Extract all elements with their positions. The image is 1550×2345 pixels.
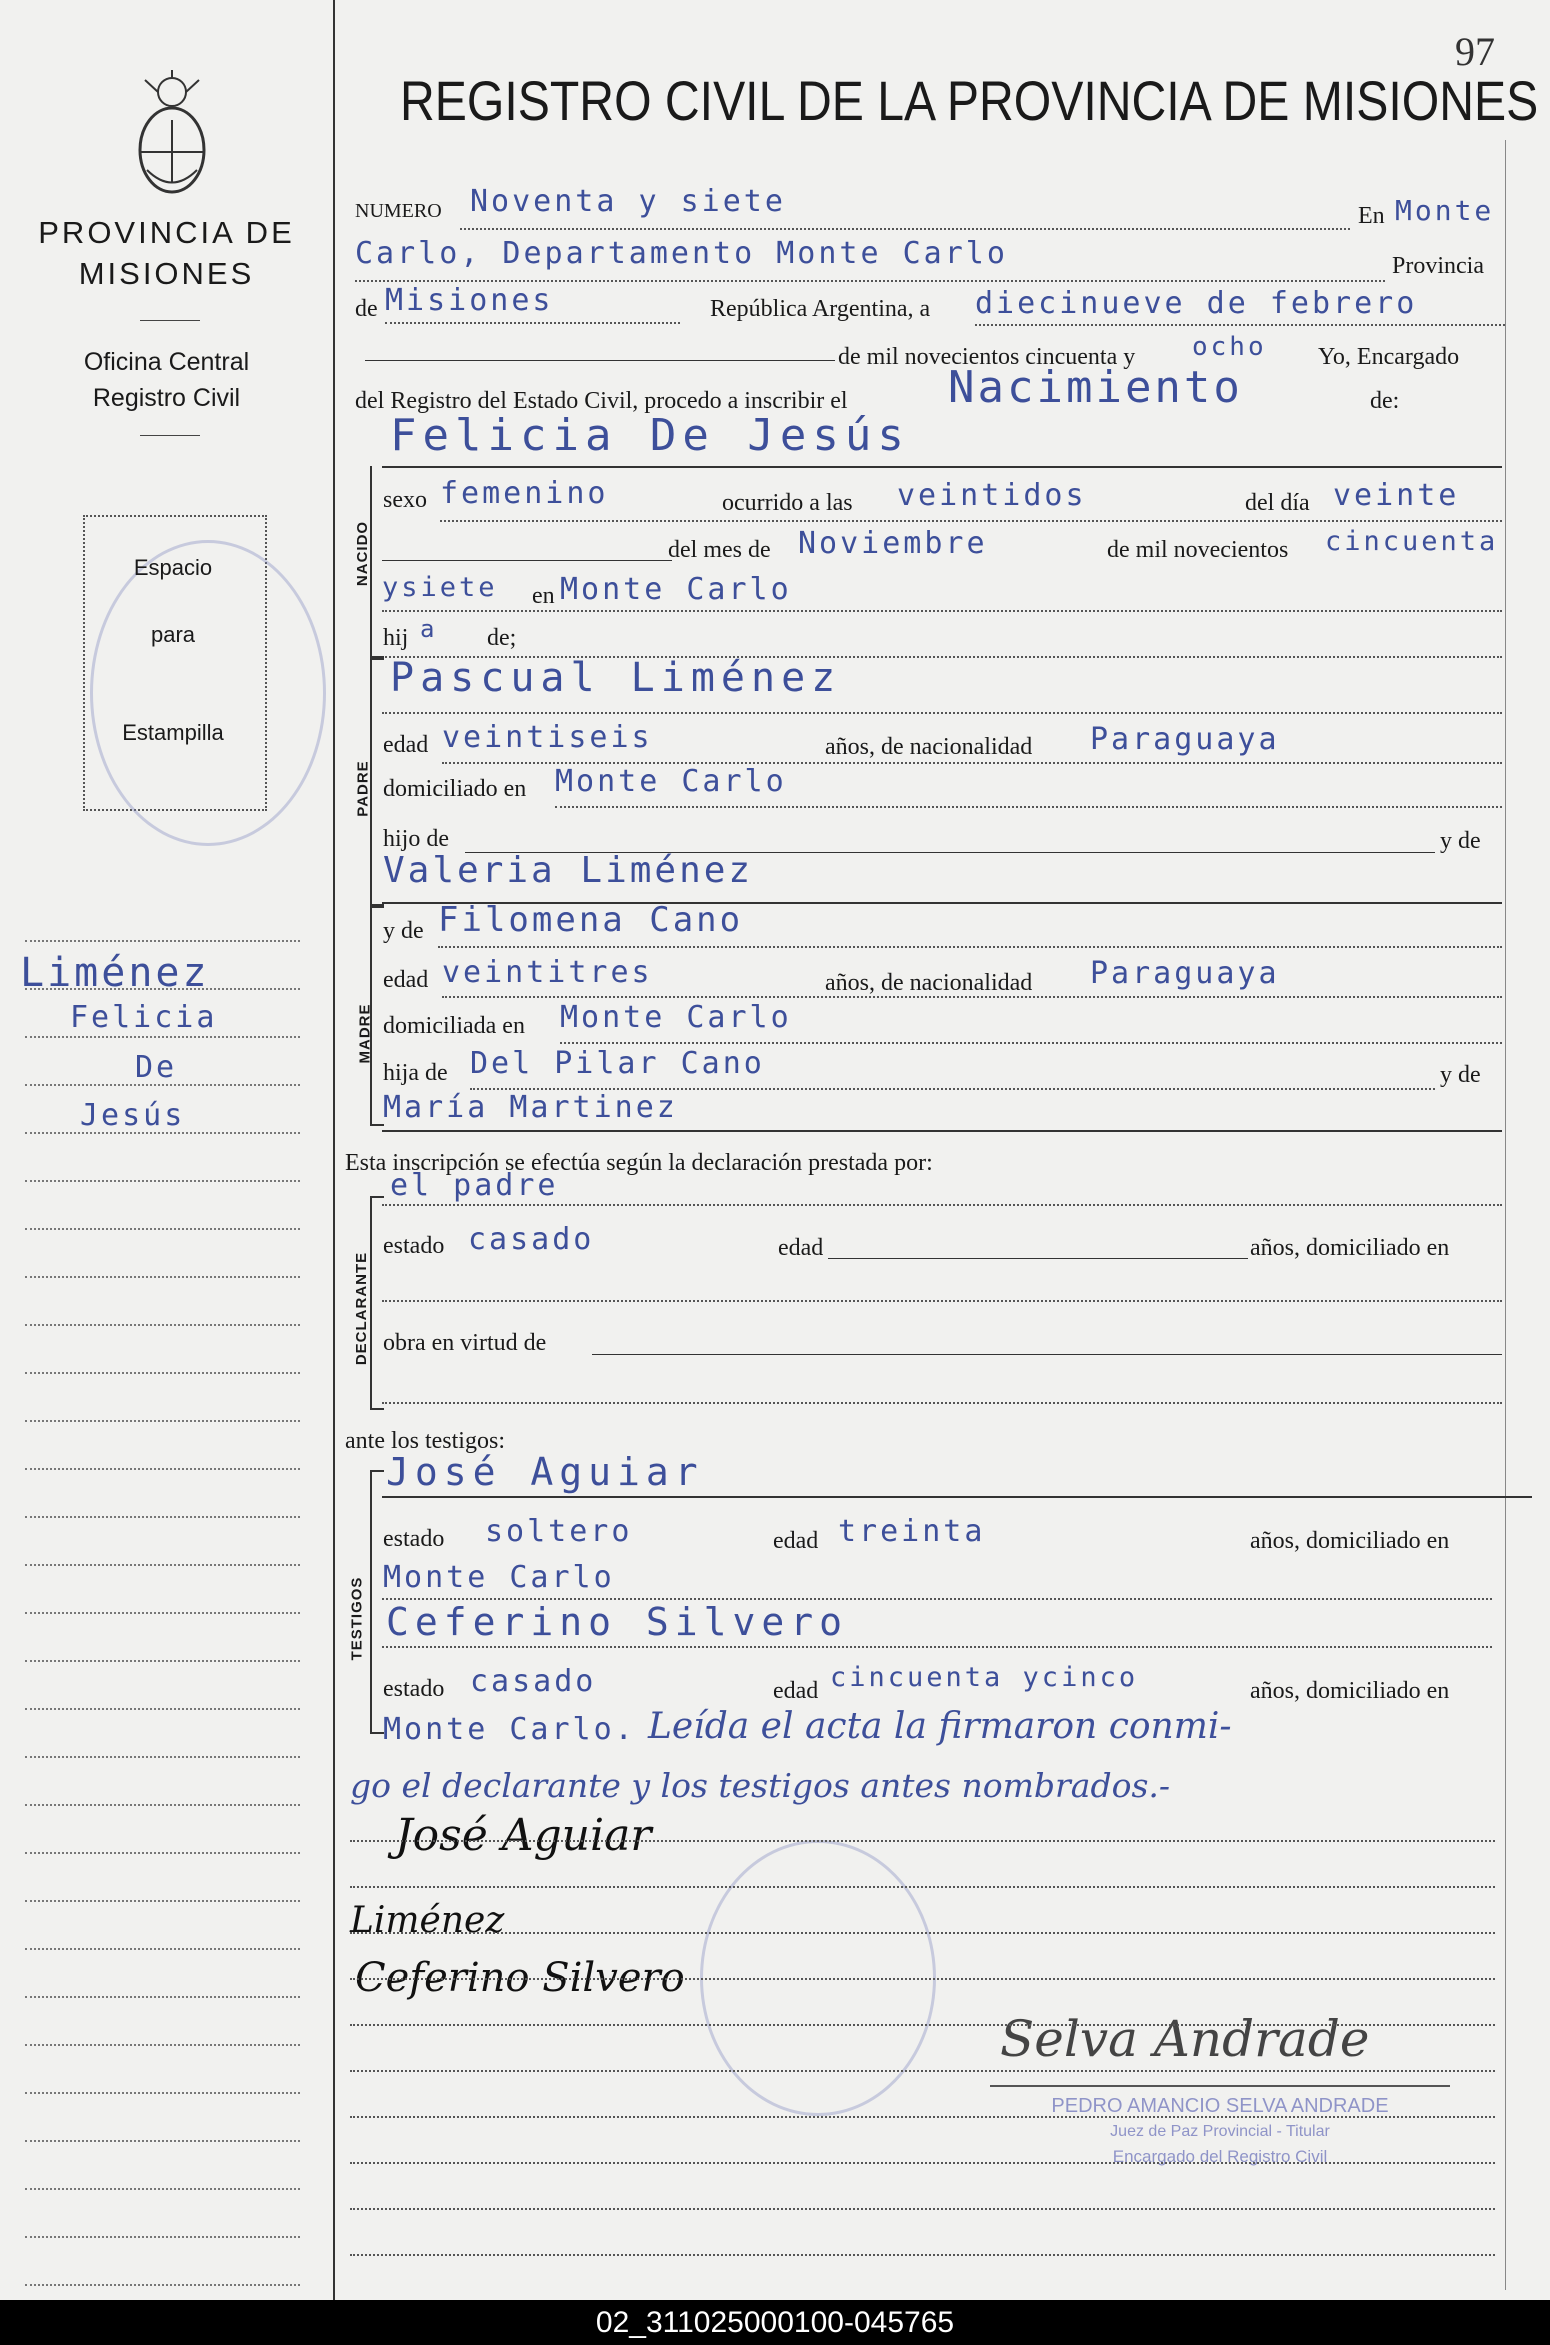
testigos-label: ante los testigos: [345,1428,505,1454]
madre-domicilio: Monte Carlo [560,1000,792,1035]
lugar-line [382,610,1502,612]
date-line [975,324,1505,326]
padre-name-line [382,712,1502,714]
anio-value: cincuenta [1325,526,1499,557]
testigo1-domicilio: Monte Carlo [383,1560,615,1595]
madre-dom-line [560,1042,1502,1044]
officer-signature: Selva Andrade [1000,2010,1370,2068]
obra-label: obra en virtud de [383,1330,547,1356]
madre-name-line [438,946,1502,948]
sidebar-ruled-line [25,2284,300,2286]
hora-value: veintidos [897,478,1087,513]
right-margin-line [1505,140,1506,2290]
republica-label: República Argentina, a [710,296,931,322]
sidebar-ruled-line [25,1948,300,1950]
en2-label: en [532,583,555,609]
sidebar-ruled-line [25,1036,300,1038]
sidebar-ruled-line [25,1900,300,1902]
t1-anios-label: años, domiciliado en [1250,1528,1450,1554]
t2-anios-label: años, domiciliado en [1250,1678,1450,1704]
decl-edad-line [828,1258,1248,1259]
testigo1-name-line [382,1496,1532,1498]
sidebar-ruled-line [25,1180,300,1182]
sidebar-ruled-line [25,1852,300,1854]
sidebar-ruled-line [25,1468,300,1470]
footer-id: 02_311025000100-045765 [0,2300,1550,2345]
section-nacido: NACIDO [354,520,372,587]
main-ruled-line [350,2162,1495,2164]
office-line2: Registro Civil [92,384,241,412]
declarante-bracket [370,1196,384,1410]
section-testigos: TESTIGOS [348,1576,366,1661]
sidebar-ruled-line [25,2140,300,2142]
padre-dom-label: domiciliado en [383,776,527,802]
madre-dom-label: domiciliada en [383,1013,525,1039]
main-ruled-line [350,1840,1495,1842]
section-padre: PADRE [354,760,372,817]
t2-name-line [382,1646,1492,1648]
testigos-bracket [370,1470,384,1734]
sidebar-ruled-line [25,1564,300,1566]
sidebar-ruled-line [25,1612,300,1614]
signature-testigo2: Ceferino Silvero [355,1955,685,2001]
padre-name: Pascual Liménez [390,655,842,701]
ocurrido-label: ocurrido a las [722,490,853,516]
numero-label: NUMERO [355,200,442,222]
dia-label: del día [1245,490,1310,516]
hijo-suffix: a [420,615,438,643]
sidebar-ruled-line [25,940,300,942]
registry-stamp-icon [90,540,326,846]
testigo1-edad: treinta [838,1514,986,1549]
madre-y-de-label: y de [383,918,424,944]
section-declarante: DECLARANTE [353,1251,371,1366]
child-name: Felicia De Jesús [390,410,910,461]
main-ruled-line [350,2116,1495,2118]
sidebar-ruled-line [25,1708,300,1710]
provincia-label: Provincia [1392,253,1484,279]
sidebar-ruled-line [25,1996,300,1998]
margin-name-3: De [135,1050,178,1085]
obra-line-2 [382,1402,1502,1404]
decl-estado: casado [468,1222,595,1257]
sexo-label: sexo [383,487,427,513]
column-divider [333,0,335,2300]
padre-madre: Valeria Liménez [383,850,754,891]
office-line1: Oficina Central [83,348,250,376]
padre-edad-label: edad [383,732,429,758]
acto-value: Nacimiento [948,362,1243,413]
madre-edad-line [442,996,1502,998]
numero-line [460,228,1350,230]
decl-edad-label: edad [778,1235,824,1261]
signature-declarante: Liménez [350,1900,505,1941]
name-line [382,466,1502,468]
declarante-line [382,1204,1502,1206]
padre-anios-label: años, de nacionalidad [825,734,1033,760]
date-cont-line [365,360,835,361]
madre-nacionalidad: Paraguaya [1090,956,1280,991]
sidebar-ruled-line [25,1132,300,1134]
dia-value: veinte [1333,478,1460,513]
decl-dom-line [382,1300,1502,1302]
province-heading-line1: PROVINCIA DE [38,215,295,250]
padre-edad: veintiseis [442,720,653,755]
testigo2-estado: casado [470,1664,597,1699]
main-ruled-line [350,2208,1495,2210]
decl-estado-label: estado [383,1233,445,1259]
sidebar-ruled-line [25,2236,300,2238]
signature-testigo1: José Aguiar [395,1810,652,1861]
sidebar-ruled-line [25,2092,300,2094]
provincia-value: Misiones [385,283,554,318]
madre-end-line [382,1130,1502,1132]
de-label: de [355,296,378,322]
margin-name-4: Jesús [80,1098,186,1133]
padre-nacionalidad: Paraguaya [1090,722,1280,757]
page-number: 97 [1455,29,1495,74]
sexo-value: femenino [440,476,609,511]
en-value: Monte [1395,194,1495,227]
madre-name: Filomena Cano [438,900,744,940]
main-ruled-line [350,2070,1495,2072]
t2-estado-label: estado [383,1676,445,1702]
mil2-label: de mil novecientos [1107,537,1289,563]
hijo-label: hij [383,625,409,651]
section-madre: MADRE [356,1003,374,1064]
main-ruled-line [350,1978,1495,1980]
testigo2-domicilio: Monte Carlo. [383,1712,636,1747]
numero-value: Noventa y siete [470,184,786,219]
sexo-line [440,520,1502,522]
hijo-de-label: de; [487,625,517,651]
officer-signature-line [990,2085,1450,2087]
declaracion-label: Esta inscripción se efectúa según la declaración prestada por: [345,1150,933,1176]
sidebar-ruled-line [25,1660,300,1662]
padre-dom-line [555,806,1502,808]
madre-madre: María Martinez [383,1090,678,1125]
anio-continuation: ysiete [382,572,498,603]
margin-surname: Liménez [20,950,210,996]
officer-stamp-line2: Juez de Paz Provincial - Titular [1110,2123,1330,2140]
t1-edad-label: edad [773,1528,819,1554]
sidebar-rule-2 [140,435,200,436]
madre-padre: Del Pilar Cano [470,1046,765,1081]
de2-label: de: [1370,388,1400,414]
sidebar-ruled-line [25,1420,300,1422]
main-ruled-line [350,1886,1495,1888]
yo-label: Yo, Encargado [1318,344,1460,370]
testigo2-edad: cincuenta ycinco [830,1662,1139,1693]
place-continuation: Carlo, Departamento Monte Carlo [355,236,1008,271]
main-ruled-line [350,2254,1495,2256]
declarante-value: el padre [390,1168,559,1203]
t2-edad-label: edad [773,1678,819,1704]
padre-bracket [370,656,384,908]
stamp-box-line1: Espacio [133,555,213,580]
sidebar-ruled-line [25,1084,300,1086]
mes-pre-line [382,560,672,561]
sidebar-ruled-line [25,1276,300,1278]
madre-edad-label: edad [383,967,429,993]
sidebar-ruled-line [25,1804,300,1806]
province-heading-line2: MISIONES [78,256,255,291]
sidebar-ruled-line [25,1756,300,1758]
date-value: diecinueve de febrero [975,286,1418,321]
coat-of-arms-icon [125,70,220,200]
mil-label: de mil novecientos cincuenta y [838,344,1136,370]
madre-y-de-label-2: y de [1440,1062,1481,1088]
madre-hija-de-label: hija de [383,1060,448,1086]
closing-line2: go el declarante y los testigos antes nombrados.- [350,1766,1171,1805]
mes-value: Noviembre [798,526,988,561]
sidebar-ruled-line [25,1324,300,1326]
sidebar-ruled-line [25,2044,300,2046]
t1-estado-label: estado [383,1526,445,1552]
stamp-box-line3: Estampilla [122,720,224,745]
sidebar-ruled-line [25,2188,300,2190]
mes-label: del mes de [668,537,771,563]
main-ruled-line [350,1932,1495,1934]
main-ruled-line [350,2024,1495,2026]
document-title: REGISTRO CIVIL DE LA PROVINCIA DE MISIONES [400,69,1539,132]
en-label: En [1358,203,1385,229]
sidebar-rule [140,320,200,321]
sidebar-ruled-line [25,1516,300,1518]
decl-anios-label: años, domiciliado en [1250,1235,1450,1261]
testigo1-name: José Aguiar [386,1450,704,1494]
padre-domicilio: Monte Carlo [555,764,787,799]
provincia-line [385,322,680,324]
closing-line1: Leída el acta la firmaron conmi- [648,1706,1232,1747]
year-value: ocho [1192,332,1267,362]
nacido-bracket [370,466,384,660]
testigo2-name: Ceferino Silvero [386,1600,849,1644]
sidebar-ruled-line [25,1372,300,1374]
sidebar-ruled-line [25,1228,300,1230]
madre-edad: veintitres [442,955,653,990]
registro-label: del Registro del Estado Civil, procedo a inscribir el [355,388,848,414]
stamp-box-line2: para [150,622,196,647]
padre-hijo-de-label: hijo de [383,826,449,852]
obra-line [592,1354,1502,1355]
sidebar-ruled-line [25,988,300,990]
place-line [355,280,1385,282]
madre-anios-label: años, de nacionalidad [825,970,1033,996]
padre-y-de-label: y de [1440,828,1481,854]
testigo1-estado: soltero [485,1514,633,1549]
officer-stamp-line1: PEDRO AMANCIO SELVA ANDRADE [1051,2095,1389,2117]
margin-name-2: Felicia [70,1000,218,1035]
lugar-value: Monte Carlo [560,572,792,607]
officer-stamp-line3: Encargado del Registro Civil [1112,2147,1328,2166]
